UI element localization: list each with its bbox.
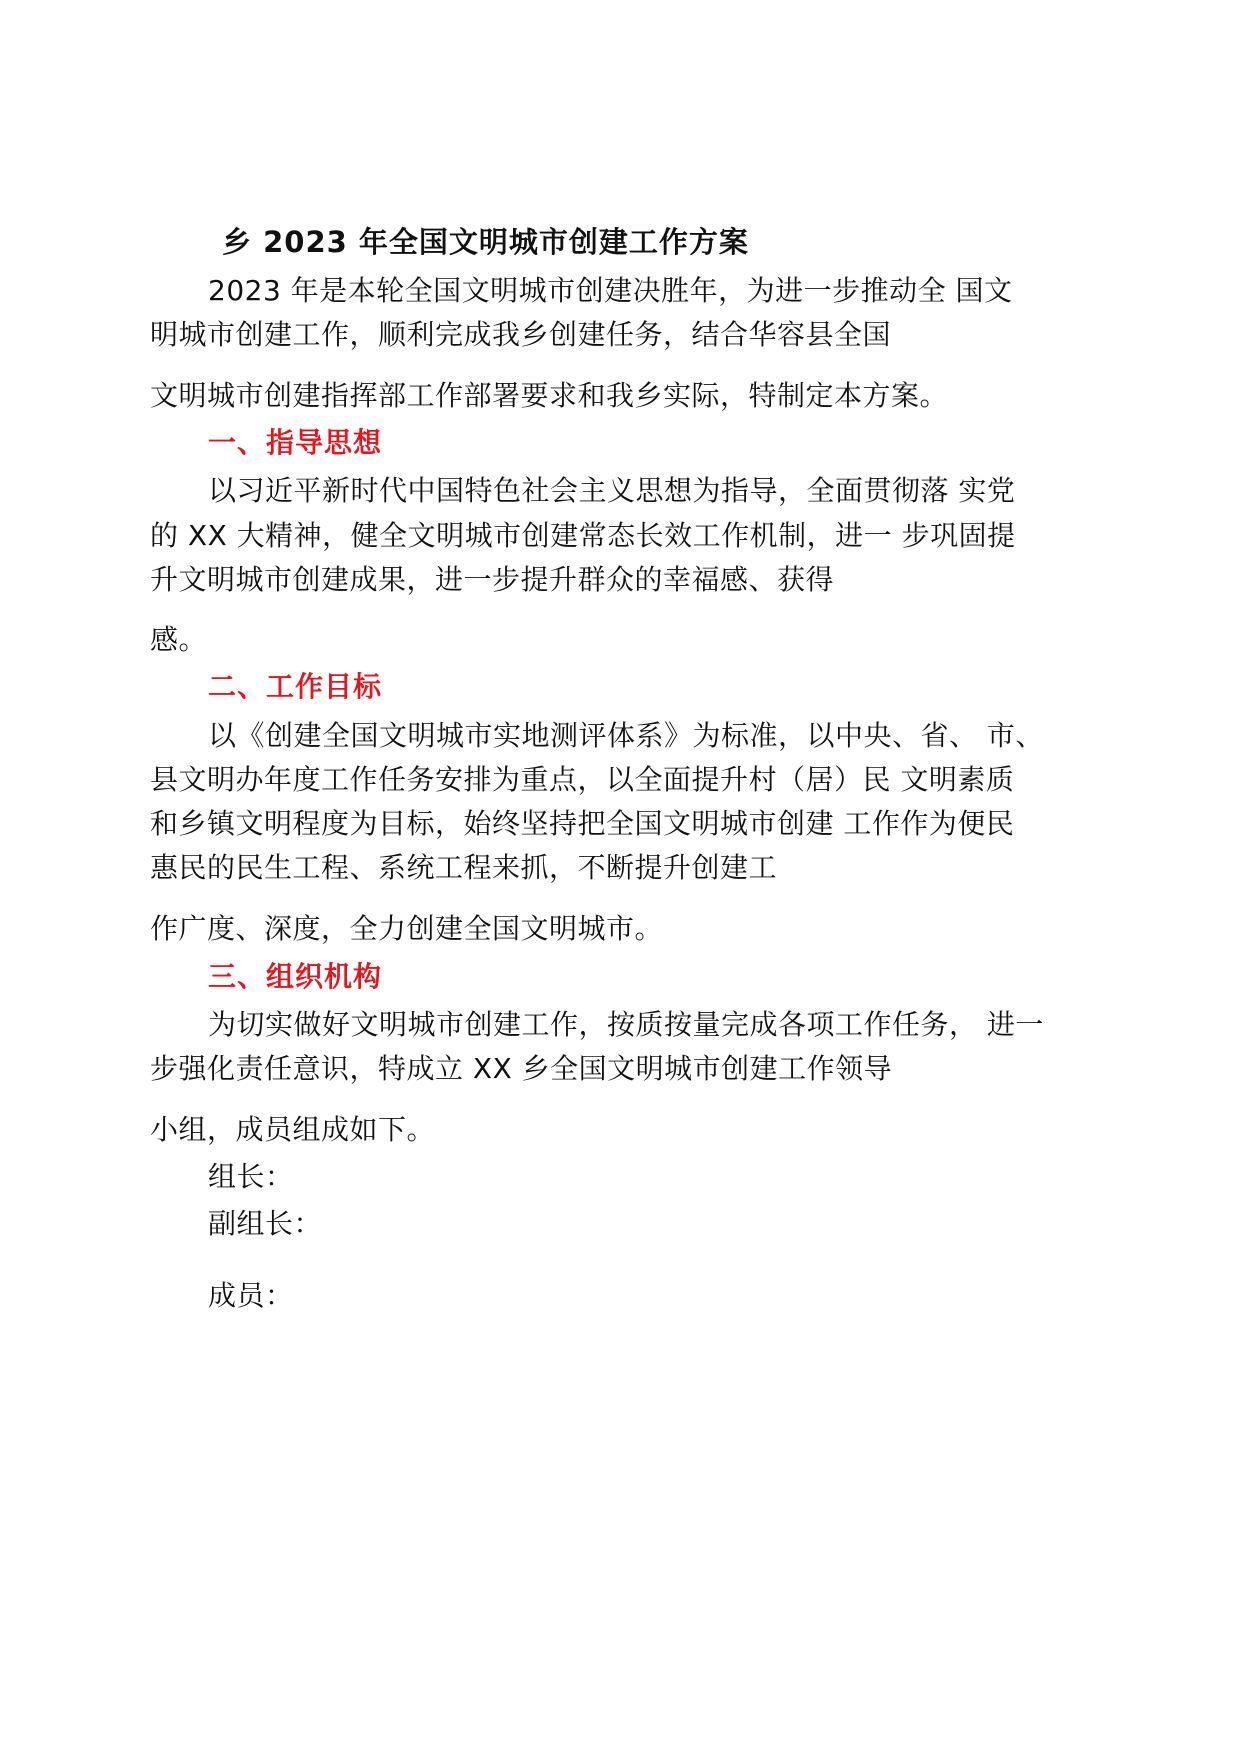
section3-line-1: 为切实做好文明城市创建工作，按质按量完成各项工作任务， 进一 xyxy=(208,1008,1044,1041)
section3-line-2: 步强化责任意识，特成立 XX 乡全国文明城市创建工作领导 xyxy=(150,1052,893,1085)
section2-line-3: 和乡镇文明程度为目标，始终坚持把全国文明城市创建 工作作为便民 xyxy=(150,807,1015,840)
role-leader-label: 组长： xyxy=(208,1160,294,1193)
section3-line-3: 小组，成员组成如下。 xyxy=(150,1113,436,1146)
section2-line-1: 以《创建全国文明城市实地测评体系》为标准，以中央、省、 市、 xyxy=(208,719,1044,752)
role-deputy-leader-label: 副组长： xyxy=(208,1207,323,1240)
section1-line-4: 感。 xyxy=(150,623,208,656)
section2-line-4: 惠民的民生工程、系统工程来抓，不断提升创建工 xyxy=(150,851,778,884)
section1-line-1: 以习近平新时代中国特色社会主义思想为指导，全面贯彻落 实党 xyxy=(208,474,1016,507)
section1-line-2: 的 XX 大精神，健全文明城市创建常态长效工作机制，进一 步巩固提 xyxy=(150,519,1016,552)
section2-line-5: 作广度、深度，全力创建全国文明城市。 xyxy=(150,912,664,945)
intro-line-2: 明城市创建工作，顺利完成我乡创建任务，结合华容县全国 xyxy=(150,318,892,351)
role-members-label: 成员： xyxy=(208,1279,294,1312)
section1-line-3: 升文明城市创建成果，进一步提升群众的幸福感、获得 xyxy=(150,563,835,596)
section-heading-work-goals: 二、工作目标 xyxy=(208,670,383,703)
intro-line-1: 2023 年是本轮全国文明城市创建决胜年，为进一步推动全 国文 xyxy=(208,274,1013,307)
section-heading-organization: 三、组织机构 xyxy=(208,960,383,993)
document-title: 乡 2023 年全国文明城市创建工作方案 xyxy=(222,225,749,259)
intro-line-3: 文明城市创建指挥部工作部署要求和我乡实际，特制定本方案。 xyxy=(150,379,949,412)
section-heading-guiding-ideology: 一、指导思想 xyxy=(208,426,383,459)
section2-line-2: 县文明办年度工作任务安排为重点，以全面提升村（居）民 文明素质 xyxy=(150,763,1015,796)
